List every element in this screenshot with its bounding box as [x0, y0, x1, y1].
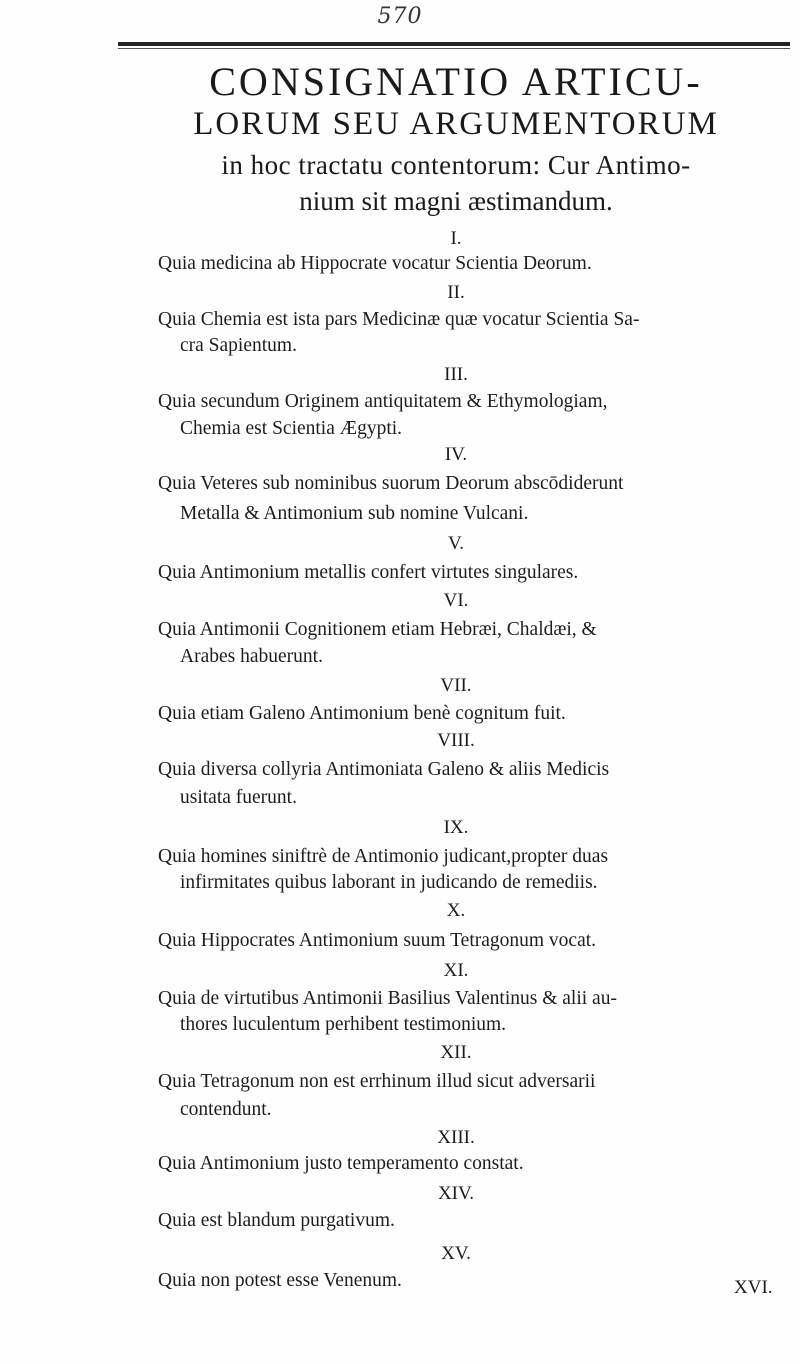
- article-number: V.: [447, 533, 465, 554]
- article-number: XII.: [440, 1042, 472, 1063]
- article-number: I.: [450, 228, 462, 249]
- article-text: Quia Antimonium justo temperamento constat.: [158, 1153, 524, 1174]
- article-text: Quia homines siniftrè de Antimonio judicant,propter duas: [158, 846, 609, 867]
- article-number: IX.: [443, 817, 469, 838]
- article-text: Quia Antimonii Cognitionem etiam Hebræi, Chaldæi, &: [158, 619, 597, 640]
- article-text: Quia diversa collyria Antimoniata Galeno & aliis Medicis: [158, 759, 610, 780]
- article-text: contendunt.: [180, 1099, 272, 1120]
- article-text: Quia Chemia est ista pars Medicinæ quæ vocatur Scientia Sa-: [158, 309, 640, 330]
- article-number: VII.: [440, 675, 472, 696]
- header-rule: [118, 42, 790, 46]
- article-number: VI.: [443, 590, 469, 611]
- article-text: usitata fuerunt.: [180, 787, 297, 808]
- article-number: XIII.: [437, 1127, 475, 1148]
- article-text: Quia non potest esse Venenum.: [158, 1270, 402, 1291]
- article-text: Quia etiam Galeno Antimonium benè cognitum fuit.: [158, 703, 566, 724]
- title-line-2: LORUM SEU ARGUMENTORUM: [193, 106, 719, 142]
- article-number: VIII.: [437, 730, 475, 751]
- article-text: infirmitates quibus laborant in judicando de remediis.: [180, 872, 598, 893]
- article-number: XI.: [443, 960, 469, 981]
- article-text: Quia secundum Originem antiquitatem & Ethymologiam,: [158, 391, 608, 412]
- article-number: XIV.: [437, 1183, 475, 1204]
- page-number: 570: [377, 4, 423, 29]
- catchword: XVI.: [734, 1277, 773, 1298]
- article-text: Quia medicina ab Hippocrate vocatur Scientia Deorum.: [158, 253, 592, 274]
- title-line-3: in hoc tractatu contentorum: Cur Antimo-: [221, 150, 691, 180]
- article-text: Chemia est Scientia Ægypti.: [180, 418, 403, 439]
- article-text: Quia Tetragonum non est errhinum illud sicut adversarii: [158, 1071, 596, 1092]
- article-text: Quia est blandum purgativum.: [158, 1210, 395, 1231]
- header-rule-thin: [118, 48, 790, 49]
- article-text: Metalla & Antimonium sub nomine Vulcani.: [180, 503, 529, 524]
- article-text: thores luculentum perhibent testimonium.: [180, 1014, 507, 1035]
- article-number: XV.: [441, 1243, 471, 1264]
- article-text: Quia Antimonium metallis confert virtutes singulares.: [158, 562, 579, 583]
- article-text: Quia Hippocrates Antimonium suum Tetragonum vocat.: [158, 930, 597, 951]
- article-number: IV.: [444, 444, 468, 465]
- article-text: Quia Veteres sub nominibus suorum Deorum abscōdiderunt: [158, 473, 624, 494]
- article-number: II.: [447, 282, 465, 303]
- article-number: III.: [444, 364, 468, 385]
- article-number: X.: [446, 900, 466, 921]
- article-text: Arabes habuerunt.: [180, 646, 323, 667]
- article-text: Quia de virtutibus Antimonii Basilius Valentinus & alii au-: [158, 988, 617, 1009]
- title-line-4: nium sit magni æstimandum.: [299, 186, 613, 216]
- title-line-1: CONSIGNATIO ARTICU-: [209, 59, 703, 104]
- article-text: cra Sapientum.: [180, 335, 297, 356]
